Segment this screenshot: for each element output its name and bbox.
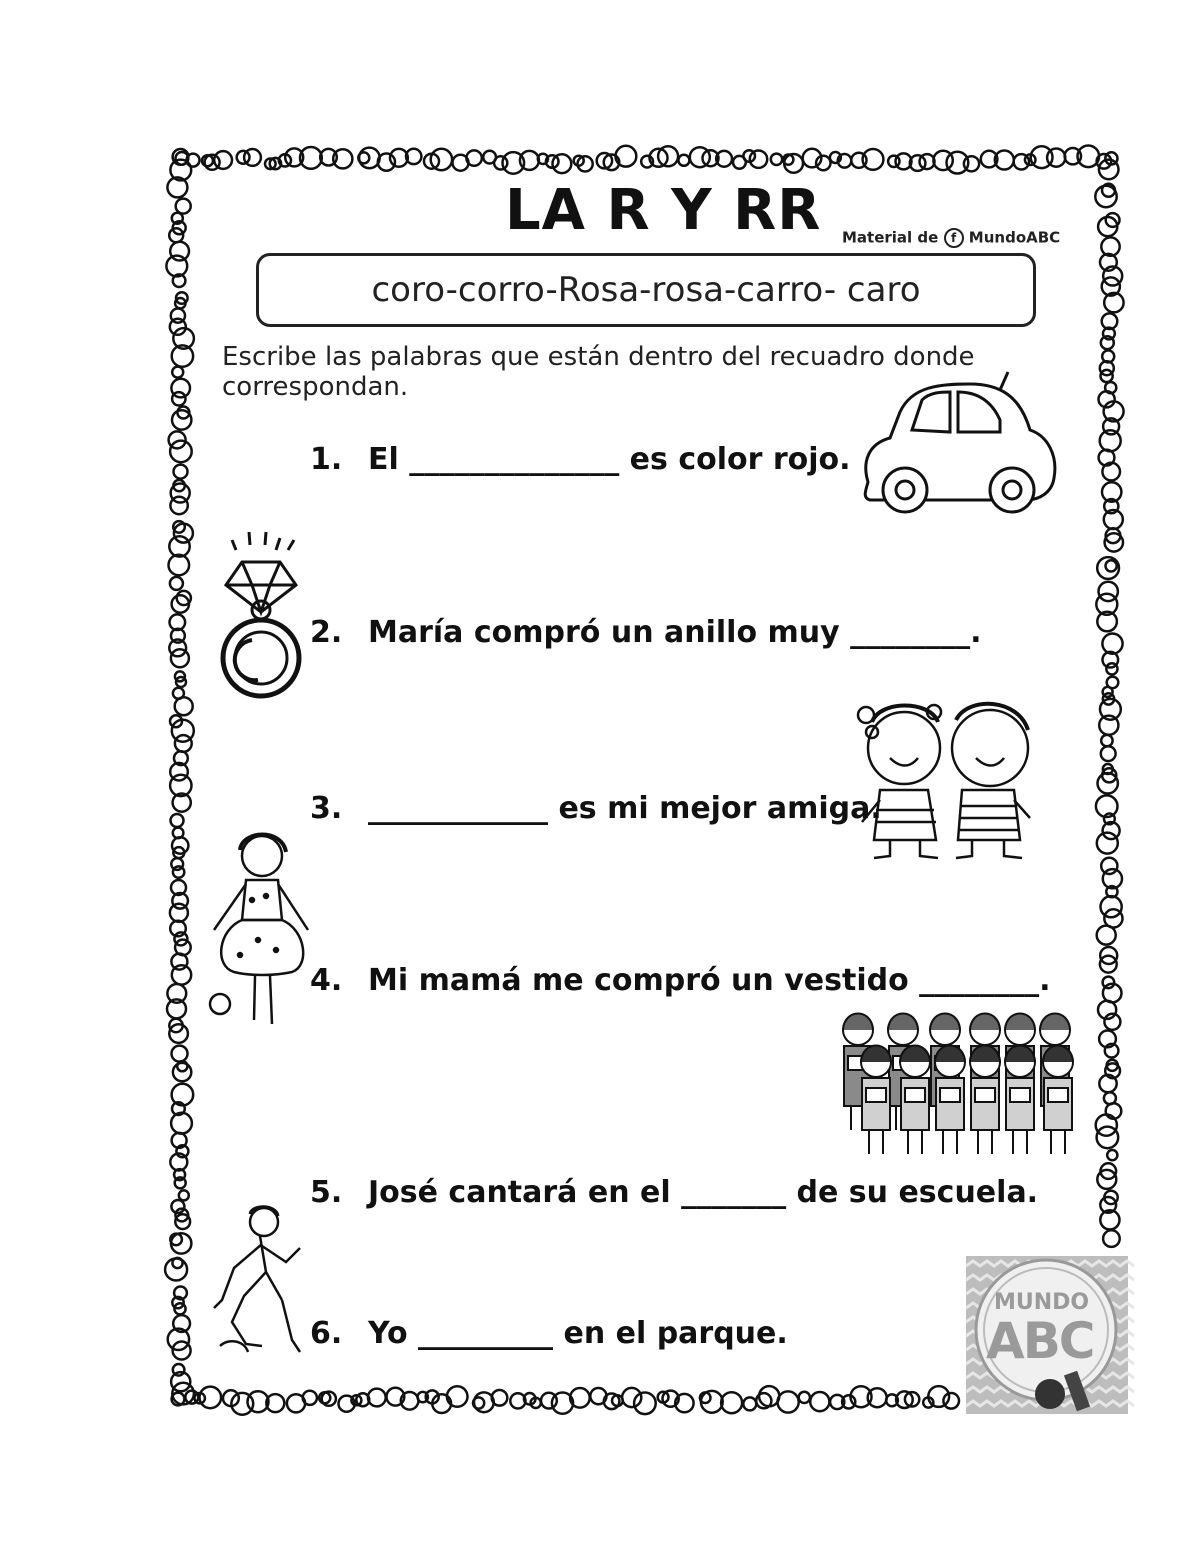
bubble-border [165,146,1124,1415]
item-number: 6. [310,1316,343,1351]
item-sentence[interactable]: ____________ es mi mejor amiga. [368,791,882,826]
item-sentence[interactable]: El ______________ es color rojo. [368,442,851,477]
item-number: 2. [310,615,343,650]
worksheet-title: LA R Y RR [505,178,822,243]
item-sentence[interactable]: María compró un anillo muy ________. [368,615,982,650]
credit-brand: MundoABC [968,228,1061,247]
item-number: 4. [310,963,343,998]
ring-illustration [223,532,299,696]
word-bank-text: coro-corro-Rosa-rosa-carro- caro [371,270,921,310]
material-credit [842,228,1060,248]
exercise-item-5 [310,1175,1038,1210]
item-number: 1. [310,442,343,477]
item-number: 3. [310,791,343,826]
logo-text-abc: ABC [986,1312,1094,1370]
logo-text-mundo: MUNDO [994,1290,1090,1315]
exercise-item-1 [310,442,851,477]
item-number: 5. [310,1175,343,1210]
word-bank-box [256,253,1036,327]
item-sentence[interactable]: José cantará en el _______ de su escuela. [368,1175,1039,1210]
exercise-item-6 [310,1316,788,1351]
two-friends-illustration [858,704,1030,858]
facebook-icon: f [944,228,964,248]
instructions: Escribe las palabras que están dentro del recuadro donde correspondan. [222,342,975,402]
item-sentence[interactable]: Yo _________ en el parque. [368,1316,788,1351]
item-sentence[interactable]: Mi mamá me compró un vestido ________. [368,963,1051,998]
exercise-item-3 [310,791,882,826]
choir-illustration [843,1014,1073,1155]
runner-illustration [214,1207,300,1352]
exercise-item-4 [310,963,1051,998]
girl-dress-illustration [210,835,308,1025]
credit-prefix: Material de [842,228,939,247]
exercise-item-2 [310,615,982,650]
